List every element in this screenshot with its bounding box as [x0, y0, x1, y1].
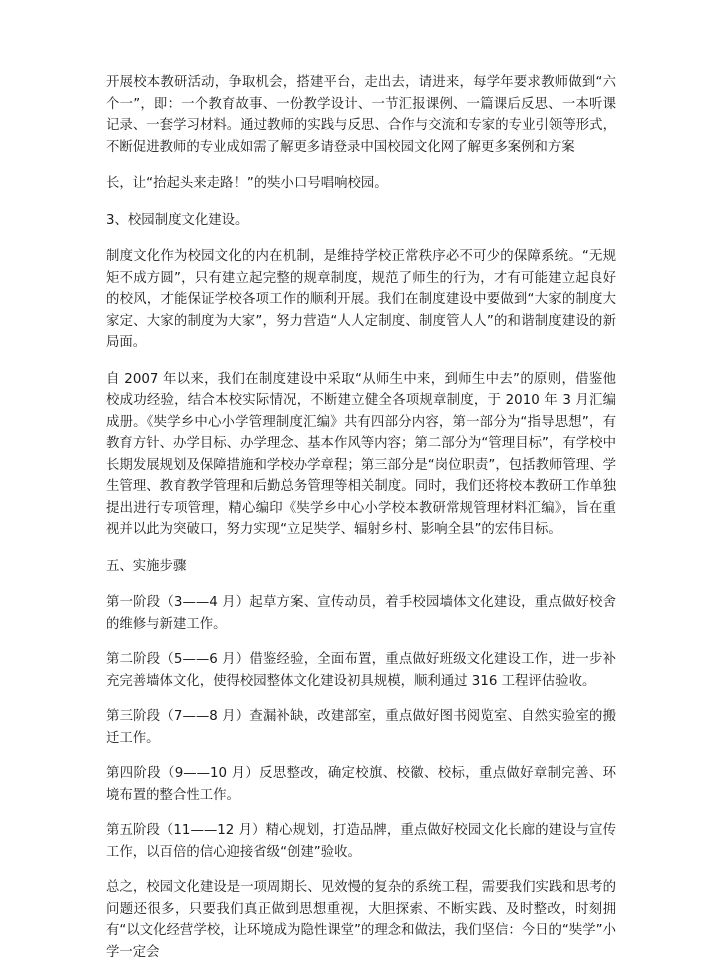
section-heading-implementation-steps: 五、实施步骤 — [106, 558, 187, 574]
paragraph-stage-one: 第一阶段（3——4 月）起草方案、宣传动员，着手校园墙体文化建设，重点做好校舍的维修与新建工作。 — [106, 595, 616, 632]
paragraph-stage-four: 第四阶段（9——10 月）反思整改，确定校旗、校徽、校标，重点做好章制完善、环境布置的整合性工作。 — [106, 766, 616, 803]
paragraph-slogan: 长，让“抬起头来走路！”的奘小口号唱响校园。 — [106, 176, 388, 191]
paragraph-teacher-development: 开展校本教研活动，争取机会，搭建平台，走出去，请进来，每学年要求教师做到“六个一”，即：一个教育故事、一份教学设计、一节汇报课例、一篇课后反思、一本听课记录、一套学习材料。通过教师的实践与反思、合作与交流和专家的专业引领等形式，不断促进教师的专业成如需了解更多请登录中国校园文化网了解更多案例和方案 — [106, 75, 616, 155]
paragraph-stage-three: 第三阶段（7——8 月）查漏补缺，改建部室，重点做好图书阅览室、自然实验室的搬迁工作。 — [106, 709, 616, 746]
paragraph-institution-culture: 制度文化作为校园文化的内在机制，是维持学校正常秩序必不可少的保障系统。“无规矩不成方圆”，只有建立起完整的规章制度，规范了师生的行为，才有可能建立起良好的校风，才能保证学校各项工作的顺利开展。我们在制度建设中要做到“大家的制度大家定、大家的制度为大家”，努力营造“人人定制度、制度管人人”的和谐制度建设的新局面。 — [106, 249, 616, 350]
section-heading-institution-culture: 3、校园制度文化建设。 — [106, 212, 249, 228]
paragraph-stage-two: 第二阶段（5——6 月）借鉴经验，全面布置，重点做好班级文化建设工作，进一步补充完善墙体文化，使得校园整体文化建设初具规模，顺利通过 316 工程评估验收。 — [106, 652, 616, 689]
paragraph-regulation-compilation: 自 2007 年以来，我们在制度建设中采取“从师生中来，到师生中去”的原则，借鉴他校成功经验，结合本校实际情况，不断建立健全各项规章制度，于 2010 年 3 月汇编成册。《奘学乡中心小学管理制度汇编》共有四部分内容，第一部分为“指导思想”，有教育方针、办学目标、办学理念、基本作风等内容；第二部分为“管理目标”，有学校中长期发展规划及保障措施和学校办学章程；第三部分是“岗位职责”，包括教师管理、学生管理、教育教学管理和后勤总务管理等相关制度。同时，我们还将校本教研工作单独提出进行专项管理，精心编印《奘学乡中心小学校本教研常规管理材料汇编》，旨在重视并以此为突破口，努力实现“立足奘学、辐射乡村、影响全县”的宏伟目标。 — [106, 371, 616, 537]
paragraph-conclusion: 总之，校园文化建设是一项周期长、见效慢的复杂的系统工程，需要我们实践和思考的问题还很多，只要我们真正做到思想重视，大胆探索、不断实践、及时整改，时刻拥有“以文化经营学校，让环境成为隐性课堂”的理念和做法，我们坚信：今日的“奘学”小学一定会 — [106, 880, 616, 960]
document-page — [106, 72, 616, 978]
paragraph-stage-five: 第五阶段（11——12 月）精心规划，打造品牌，重点做好校园文化长廊的建设与宣传工作，以百倍的信心迎接省级“创建”验收。 — [106, 823, 616, 860]
